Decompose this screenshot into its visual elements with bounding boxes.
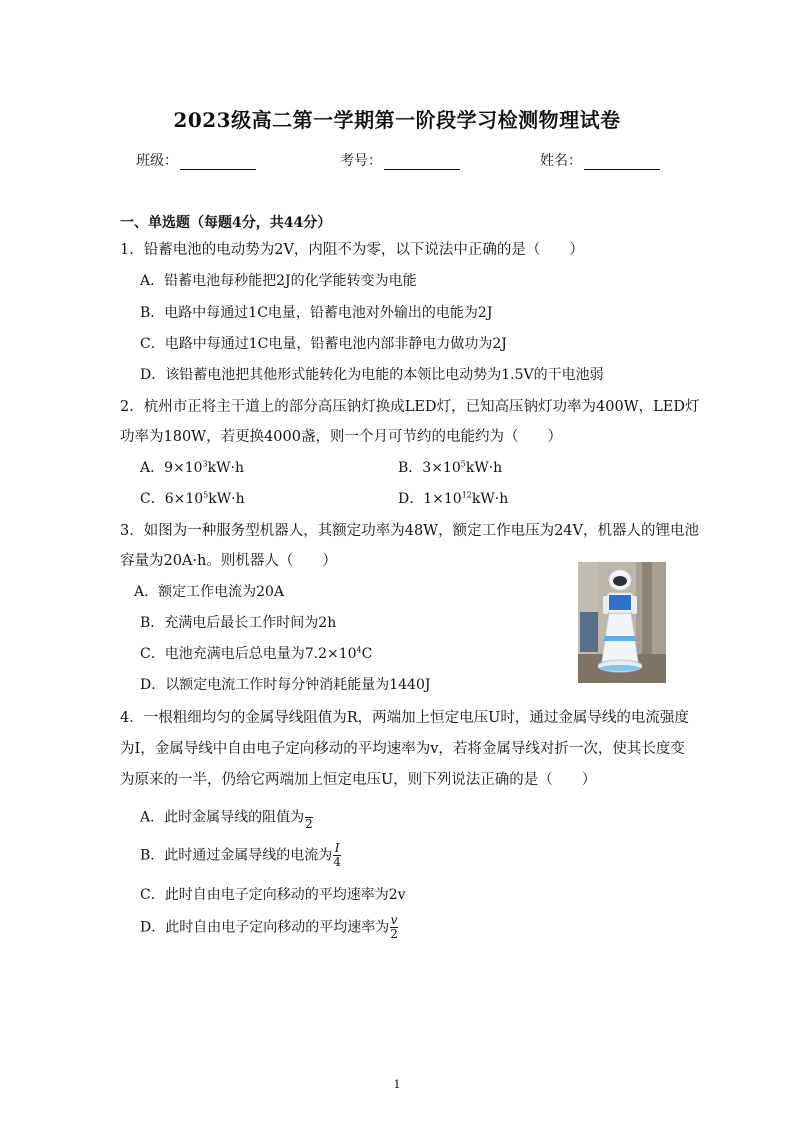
q3-option-d: D．以额定电流工作时每分钟消耗能量为1440J [140,677,431,693]
section-heading: 一、单选题（每题4分，共44分） [120,215,332,231]
class-field [136,150,256,170]
q2-stem-line1: 2．杭州市正将主干道上的部分高压钠灯换成LED灯，已知高压钠灯功率为400W，LED灯 [120,399,700,415]
q1-stem: 1．铅蓄电池的电动势为2V，内阻不为零，以下说法中正确的是（ ） [120,242,584,258]
name-field [540,150,660,170]
q3-stem-line2: 容量为20A·h。则机器人（ ） [120,553,337,569]
exam-no-label: 考号： [340,153,382,169]
q4-d-fraction: $\frac{v}{2}$ [390,913,398,941]
q4-option-a: A．此时金属导线的阻值为 2 [140,804,313,831]
q4-b-fraction: $\frac{I}{4}$ [333,841,341,869]
robot-illustration [578,562,666,683]
q1-option-a: A．铅蓄电池每秒能把2J的化学能转变为电能 [140,273,417,289]
q3-option-c: C．电池充满电后总电量为$7.2\times 10^4C$ [140,645,373,662]
q2-option-a: A．$9\times 10^3kW\cdot h$ [140,459,244,476]
exam-no-field [340,150,460,170]
exam-no-blank[interactable] [384,155,460,170]
page-title: 2023级高二第一学期第一阶段学习检测物理试卷 [173,108,621,132]
q4-option-c: C．此时自由电子定向移动的平均速率为2v [140,887,406,903]
name-blank[interactable] [584,155,660,170]
q4-stem-line1: 4．一根粗细均匀的金属导线阻值为R，两端加上恒定电压U时，通过金属导线的电流强度 [120,710,689,726]
q4-option-b: B．此时通过金属导线的电流为 $\frac{I}{4}$ [140,841,341,869]
q2-stem-line2: 功率为180W，若更换4000盏，则一个月可节约的电能约为（ ） [120,429,562,445]
q4-a-fraction: 2 [305,817,313,831]
q3-option-b: B．充满电后最长工作时间为2h [140,615,337,631]
q2-option-b: B．$3\times 10^5kW\cdot h$ [398,459,503,476]
q3-option-a: A．额定工作电流为20A [134,584,285,600]
q4-stem-line2: 为I，金属导线中自由电子定向移动的平均速率为v，若将金属导线对折一次，使其长度变 [120,741,685,757]
q1-option-b: B．电路中每通过1C电量，铅蓄电池对外输出的电能为2J [140,305,493,321]
class-blank[interactable] [180,155,256,170]
page-number: 1 [393,1078,401,1091]
q2-option-d: D．$1\times 10^{12}kW\cdot h$ [398,490,509,507]
q4-option-d: D．此时自由电子定向移动的平均速率为 $\frac{v}{2}$ [140,913,398,941]
q4-stem-line3: 为原来的一半，仍给它两端加上恒定电压U，则下列说法正确的是（ ） [120,772,597,788]
q2-option-c: C．$6\times 10^5kW\cdot h$ [140,490,245,507]
class-label: 班级： [136,153,178,169]
name-label: 姓名： [540,153,582,169]
q3-stem-line1: 3．如图为一种服务型机器人，其额定功率为48W，额定工作电压为24V，机器人的锂电池 [120,523,699,539]
q1-option-d: D．该铅蓄电池把其他形式能转化为电能的本领比电动势为1.5V的干电池弱 [140,367,604,383]
q1-option-c: C．电路中每通过1C电量，铅蓄电池内部非静电力做功为2J [140,336,507,352]
robot-photo [578,562,666,683]
